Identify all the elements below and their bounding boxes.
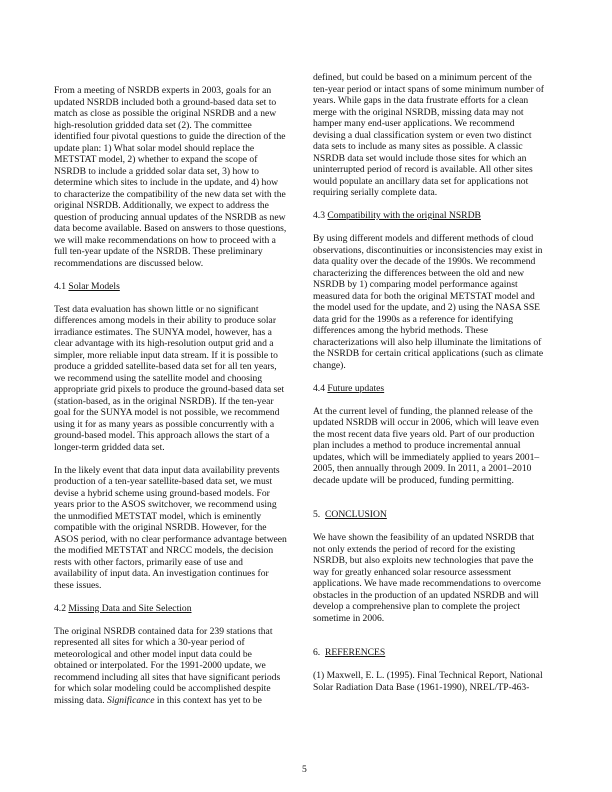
solar-models-paragraph-2: In the likely event that data input data availability prevents production of a ten-year satellite-based data set, we must devise a hybrid scheme using ground-based models. For years prior to the ASOS switchover, we recommend using the unmodified METSTAT model, which is eminently compatible with the original NSRDB. However, for the ASOS period, with no clear performance advantage between the modified METSTAT and NRCC models, the decision rests with other factors, primarily ease of use and availability of input data. An investigation continues for these issues. [54,464,287,591]
heading-references [313,647,571,659]
left-column [54,85,312,706]
missing-data-paragraph-continued: defined, but could be based on a minimum percent of the ten-year period or intact spans of some minimum number of years. While gaps in the data frustrate efforts for a clean merge with the original NSRDB, missing data may not hamper many end-user applications. We recommend devising a dual classification system or even two distinct data sets to include as many sites as possible. A classic NSRDB data set would include those sites for which an uninterrupted period of record is available. All other sites would populate an ancillary data set for applications not requiring serially complete data. [313,72,544,198]
emphasis-text: Significance [107,694,155,706]
heading-title: Missing Data and Site Selection [68,602,192,614]
paragraph-text: missing data. [54,694,108,706]
heading-number: 4.3 [313,210,328,221]
heading-4-3 [313,210,571,222]
compatibility-paragraph: By using different models and different methods of cloud observations, discontinuities or inconsistencies may exist in data quality over the decade of the 1990s. We recommend characterizing the differences between the old and new NSRDB by 1) comparing model performance against measured data for both the original METSTAT model and the model used for the update, and 2) using the NASA SSE data grid for the 1990s as a reference for identifying differences among the hybrid methods. These characterizations will also help illuminate the limitations of the NSRDB for certain critical applications (such as climate change). [313,233,544,371]
heading-conclusion [313,509,571,521]
heading-number: 4.4 [313,382,328,394]
reference-1: (1) Maxwell, E. L. (1995). Final Technical Report, National Solar Radiation Data Base (1961-1990), NREL/TP-463- [313,670,543,693]
heading-4-2 [54,603,312,615]
heading-title: REFERENCES [325,647,386,658]
heading-4-1 [54,281,312,293]
heading-4-4 [313,383,571,395]
paragraph-text: The original NSRDB contained data for 239 stations that represented all sites for which a 30-year period of meteorological and other model input data could be obtained or interpolated. For the 1991-2000 update, we recommend including all sites that have significant periods for which solar modeling could be accomplished despite [54,625,281,694]
intro-paragraph: From a meeting of NSRDB experts in 2003, goals for an updated NSRDB included both a ground-based data set to match as close as possible the original NSRDB and a new high-resolution gridded data set (2). The committee identified four pivotal questions to guide the direction of the update plan: 1) What solar model should replace the METSTAT model, 2) whether to expand the scope of NSRDB to include a gridded solar data set, 3) how to determine which sites to include in the update, and 4) how to characterize the compatibility of the new data set with the original NSRDB. Additionally, we expect to address the question of producing annual updates of the NSRDB as new data become available. Based on answers to those questions, we will make recommendations on how to proceed with a full ten-year update of the NSRDB. These preliminary recommendations are discussed below. [54,85,287,269]
paragraph-text: in this context has yet to be [154,694,262,706]
heading-number: 4.1 [54,280,69,292]
future-updates-paragraph: At the current level of funding, the planned release of the updated NSRDB will occur in 2006, which will leave even the most recent data five years old. Part of our production plan includes a method to produce incremental annual updates, which will be immediately applied to years 2001– 2005, then annually through 2009. In 2011, a 2001–2010 decade update will be produced, funding permitting. [313,405,540,486]
page-number: 5 [302,764,307,775]
conclusion-paragraph: We have shown the feasibility of an updated NSRDB that not only extends the period of record for the existing NSRDB, but also exploits new technologies that pave the way for greatly enhanced solar resource assessment applications. We have made recommendations to overcome obstacles in the production of an updated NSRDB and will develop a comprehensive plan to complete the project sometime in 2006. [313,532,541,624]
heading-title: Compatibility with the original NSRDB [327,210,481,221]
heading-title: Solar Models [68,280,120,292]
heading-number: 5. [313,509,325,520]
heading-number: 4.2 [54,602,69,614]
missing-data-paragraph [54,626,312,707]
right-column [313,72,571,693]
heading-number: 6. [313,647,325,658]
heading-title: Future updates [327,382,385,394]
solar-models-paragraph-1: Test data evaluation has shown little or no significant differences among models in their ability to produce solar irradiance estimates. The SUNYA model, however, has a clear advantage with its high-resolution output grid and a simpler, more reliable input data stream. If it is possible to produce a gridded satellite-based data set for all ten years, we recommend using the satellite model and choosing appropriate grid pixels to produce the ground-based data set (station-based, as in the original NSRDB). If the ten-year goal for the SUNYA model is not possible, we recommend using it for as many years as possible concurrently with a ground-based model. This approach allows the start of a longer-term gridded data set. [54,303,285,453]
heading-title: CONCLUSION [325,509,387,520]
